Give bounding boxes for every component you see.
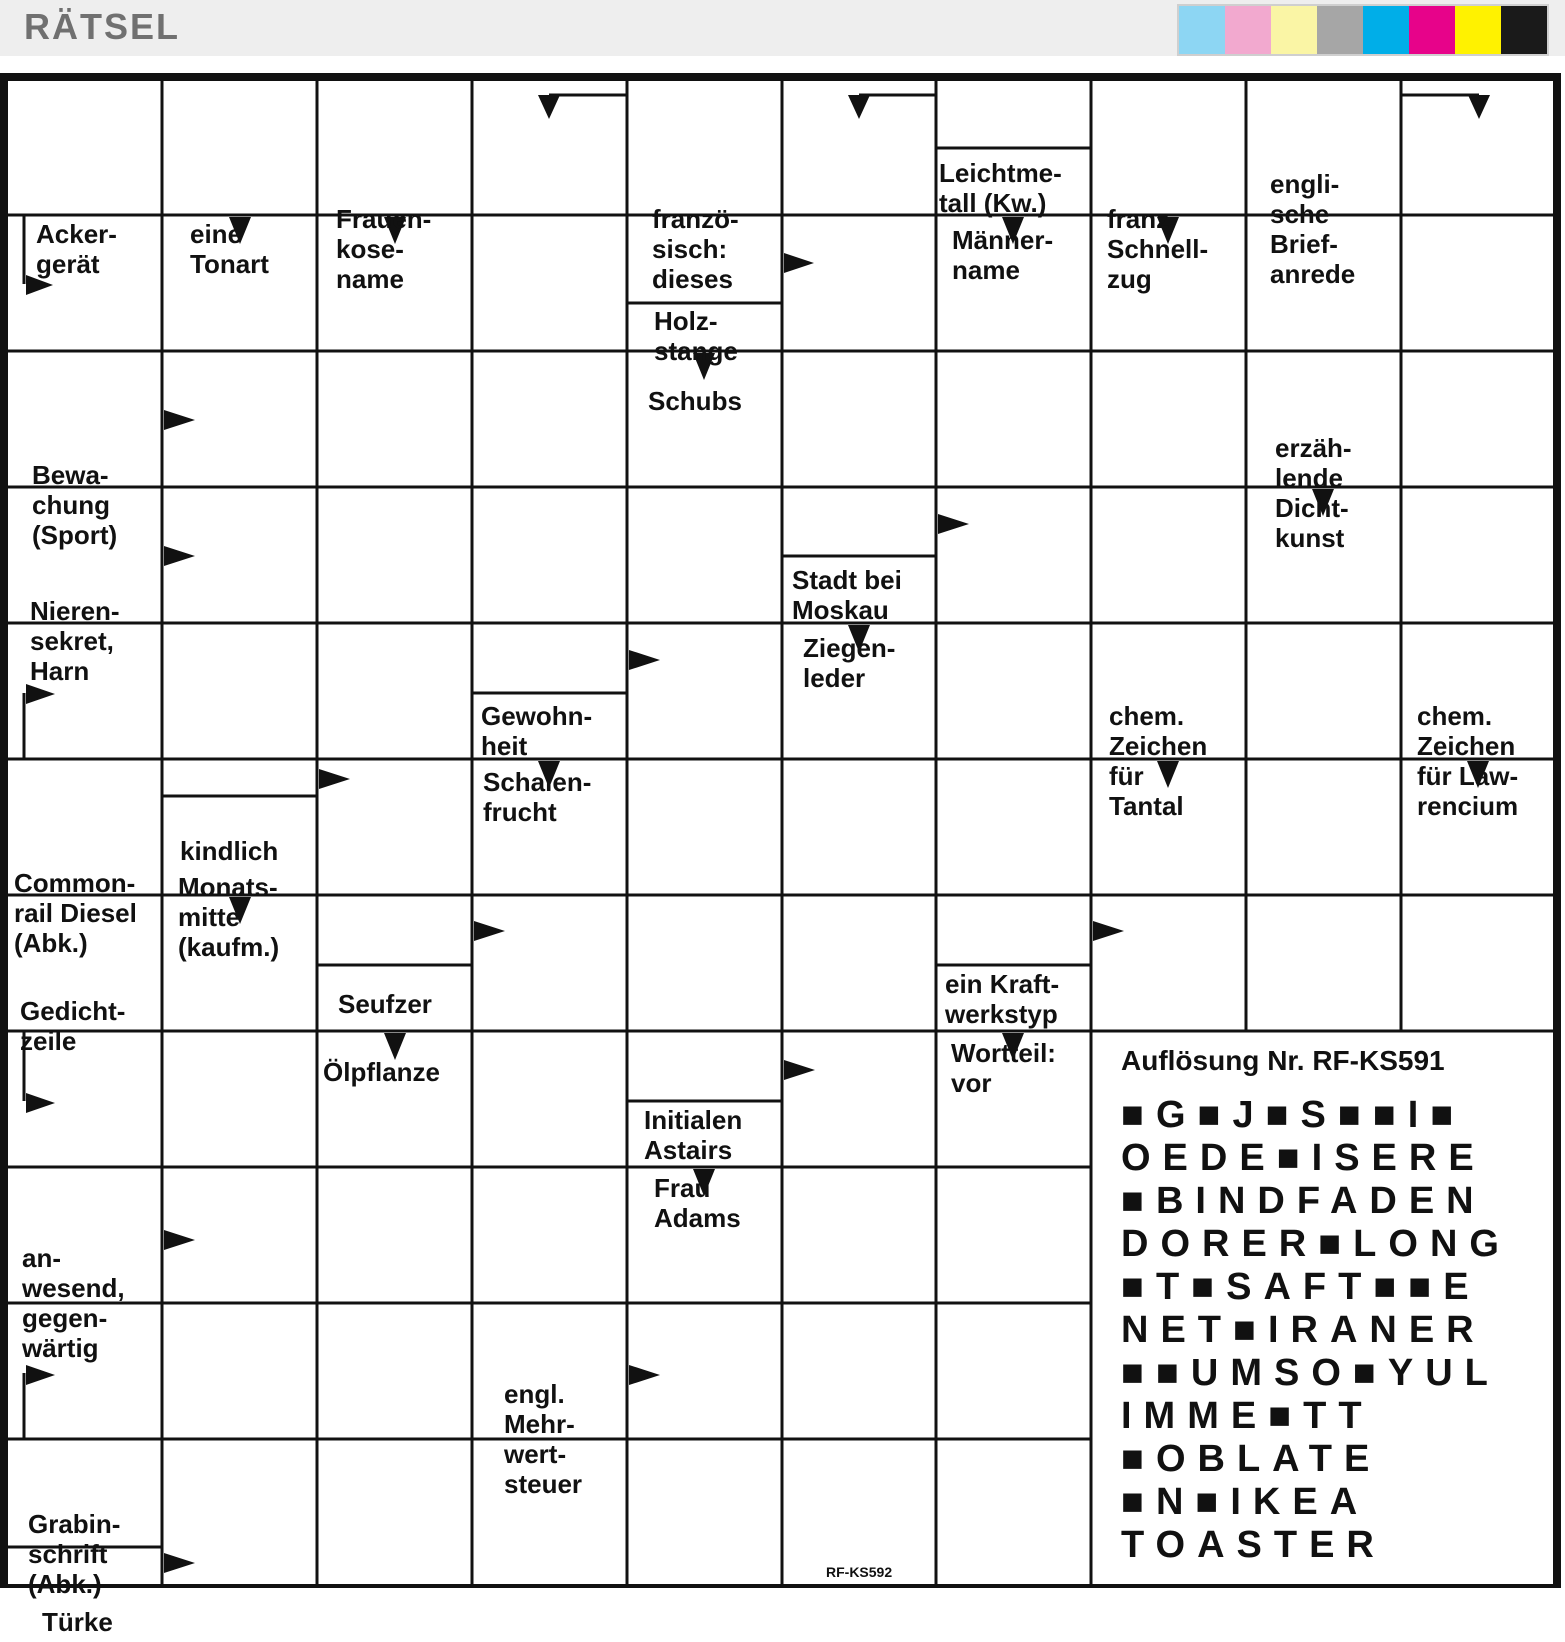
swatch-black [1501,6,1547,54]
swatch-magenta [1409,6,1455,54]
clue-franz-schnellzug: franz. Schnell- zug [1107,204,1209,294]
clue-kindlich: kindlich [180,836,279,866]
clue-common-rail-diesel: Common- rail Diesel (Abk.) [14,868,137,958]
clue-stadt-bei-moskau: Stadt bei Moskau [792,565,902,625]
swatch-yellow [1455,6,1501,54]
clue-nierensekret: Nieren- sekret, Harn [30,596,120,686]
clue-tuerke: Türke [42,1607,113,1637]
clue-ein-kraftwerkstyp: ein Kraft- werkstyp [945,969,1060,1029]
clue-eine-tonart: eine Tonart [190,219,269,279]
header-bar [0,0,1565,56]
solution-row: NET■IRANER [1121,1309,1486,1351]
swatch-yellow-light [1271,6,1317,54]
clue-maennername: Männer- name [952,225,1054,285]
solution-row: IMME■TT [1121,1395,1374,1437]
solution-row: ■■UMSO■YUL [1121,1352,1500,1394]
solution-row: ■BINDFADEN [1121,1180,1486,1222]
solution-row: ■N■IKEA [1121,1481,1370,1523]
swatch-cyan [1363,6,1409,54]
solution-row: TOASTER [1121,1524,1386,1566]
clue-grabinschrift: Grabin- schrift (Abk.) [28,1509,121,1599]
clue-englische-briefanrede: engli- sche Brief- anrede [1270,169,1356,289]
swatch-pink-light [1225,6,1271,54]
solution-row: ■G■J■S■■I■ [1121,1094,1466,1136]
clue-chem-zeichen-tantal: chem. Zeichen für Tantal [1109,701,1208,821]
clue-wortteil-vor: Wortteil: vor [951,1038,1056,1098]
clue-schalenfrucht: Schalen- frucht [483,767,592,827]
clue-frau-adams: Frau Adams [654,1173,741,1233]
swatch-cyan-light [1179,6,1225,54]
solution-title: Auflösung Nr. RF-KS591 [1121,1045,1445,1076]
clue-leichtmetall: Leichtme- tall (Kw.) [939,158,1062,218]
clue-chem-zeichen-lawrencium: chem. Zeichen für Law- rencium [1417,701,1519,821]
swatch-gray [1317,6,1363,54]
solution-row: OEDE■ISERE [1121,1137,1486,1179]
clue-oelpflanze: Ölpflanze [323,1057,441,1087]
clue-franzoesisch-dieses: franzö- sisch: dieses [652,204,739,294]
clue-schubs: Schubs [648,386,742,416]
clue-seufzer: Seufzer [338,989,432,1019]
puzzle-code: RF-KS592 [826,1564,893,1580]
clue-frauenkosename: Frauen- kose- name [336,204,432,294]
solution-row: ■OBLATE [1121,1438,1382,1480]
clue-engl-mehrwertsteuer: engl. Mehr- wert- steuer [504,1379,583,1499]
clue-ackergeraet: Acker- gerät [36,219,117,279]
page-title: RÄTSEL [24,6,180,47]
clue-gewohnheit: Gewohn- heit [481,701,593,761]
clue-monatsmitte: Monats- mitte (kaufm.) [178,872,280,962]
clue-holzstange: Holz- stange [654,306,738,366]
clue-ziegenleder: Ziegen- leder [803,633,896,693]
clue-bewachung: Bewa- chung (Sport) [32,460,118,550]
clue-gedichtzeile: Gedicht- zeile [20,996,126,1056]
clue-anwesend: an- wesend, gegen- wärtig [22,1243,125,1363]
clue-initialen-astairs: Initialen Astairs [644,1105,743,1165]
color-calibration-bar [1177,4,1549,56]
clue-erzaehlende-dichtkunst: erzäh- lende Dicht- kunst [1275,433,1352,553]
solution-row: ■T■SAFT■■E [1121,1266,1481,1308]
solution-row: DORER■LONG [1121,1223,1511,1265]
